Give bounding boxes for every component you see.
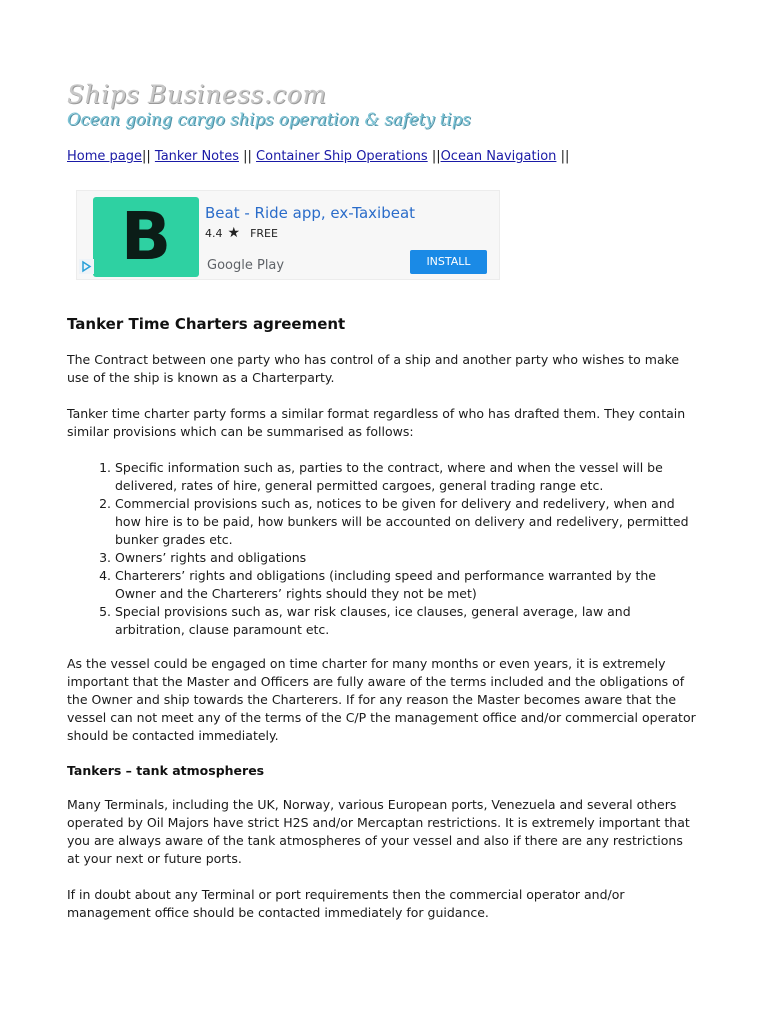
article-title: Tanker Time Charters agreement bbox=[67, 315, 346, 333]
list-item: 2. Commercial provisions such as, notices to be given for delivery and redelivery, when and how hire is to be paid, how bunkers will be accounted on delivery and redelivery, permitted bunker grades etc. bbox=[115, 495, 697, 549]
google-play-label: Google Play bbox=[207, 258, 285, 273]
site-tagline: Ocean going cargo ships operation & safety tips bbox=[67, 110, 471, 129]
nav-separator: || bbox=[431, 149, 441, 164]
nav-bar bbox=[67, 149, 569, 164]
ad-choices-icon[interactable] bbox=[79, 259, 94, 274]
article bbox=[67, 315, 697, 940]
nav-separator: || bbox=[142, 149, 151, 164]
nav-link-tanker-notes[interactable]: Tanker Notes bbox=[154, 149, 239, 164]
article-paragraph: As the vessel could be engaged on time charter for many months or even years, it is extremely important that the Master and Officers are fully aware of the terms included and the obligations of the Owner and ship towards the Charterers. If for any reason the Master becomes aware that the vessel can not meet any of the terms of the C/P the management office and/or commercial operator should be contacted immediately. bbox=[67, 656, 696, 743]
install-button[interactable]: INSTALL bbox=[410, 250, 487, 274]
nav-separator: || bbox=[243, 149, 252, 164]
article-paragraph: The Contract between one party who has control of a ship and another party who wishes to make use of the ship is known as a Charterparty. bbox=[67, 352, 680, 385]
ad-banner[interactable] bbox=[76, 190, 500, 280]
nav-link-container-ship-operations[interactable]: Container Ship Operations bbox=[256, 149, 428, 164]
provisions-list bbox=[67, 459, 697, 639]
app-name[interactable]: Beat - Ride app, ex-Taxibeat bbox=[205, 204, 416, 222]
nav-link-home[interactable]: Home page bbox=[67, 149, 142, 164]
app-price: FREE bbox=[250, 227, 278, 240]
app-logo-letter: B bbox=[120, 198, 172, 275]
list-item: 5. Special provisions such as, war risk clauses, ice clauses, general average, law and arbitration, clause paramount etc. bbox=[115, 603, 697, 639]
list-item: 1. Specific information such as, parties to the contract, where and when the vessel will be delivered, rates of hire, general permitted cargoes, general trading range etc. bbox=[115, 459, 697, 495]
app-rating: 4.4 bbox=[205, 227, 223, 240]
section-title: Tankers – tank atmospheres bbox=[67, 763, 265, 778]
nav-separator: || bbox=[560, 149, 570, 164]
app-logo[interactable] bbox=[93, 197, 199, 277]
list-item: 3. Owners’ rights and obligations bbox=[115, 549, 697, 567]
article-paragraph: If in doubt about any Terminal or port requirements then the commercial operator and/or management office should be contacted immediately for guidance. bbox=[67, 887, 625, 920]
app-rating-row bbox=[205, 225, 278, 241]
article-paragraph: Tanker time charter party forms a similar format regardless of who has drafted them. They contain similar provisions which can be summarised as follows: bbox=[67, 406, 686, 439]
list-item: 4. Charterers’ rights and obligations (including speed and performance warranted by the Owner and the Charterers’ rights should they not be met) bbox=[115, 567, 697, 603]
nav-link-ocean-navigation[interactable]: Ocean Navigation bbox=[440, 149, 557, 164]
article-paragraph: Many Terminals, including the UK, Norway, various European ports, Venezuela and several others operated by Oil Majors have strict H2S and/or Mercaptan restrictions. It is extremely important that you are always aware of the tank atmospheres of your vessel and also if there are any restrictions at your next or future ports. bbox=[67, 797, 690, 866]
site-title[interactable]: Ships Business.com bbox=[67, 80, 327, 109]
star-icon: ★ bbox=[227, 225, 241, 241]
